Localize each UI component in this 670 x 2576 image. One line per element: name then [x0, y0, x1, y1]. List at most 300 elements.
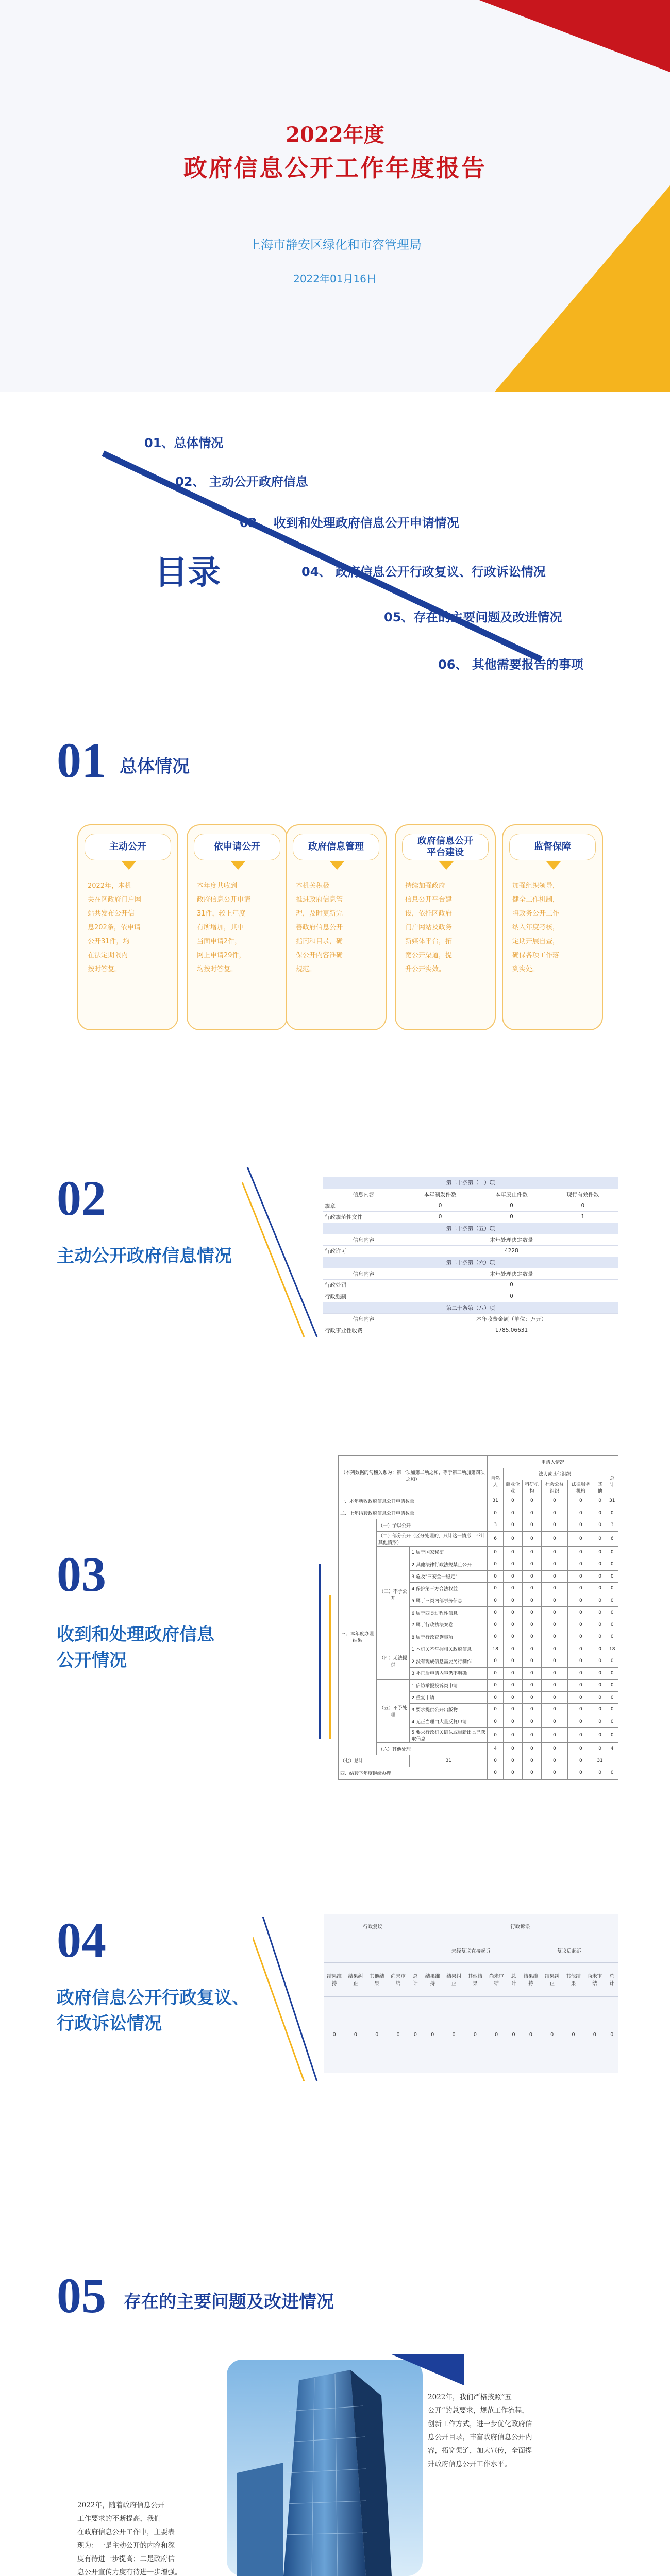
cell-value: 0 — [503, 1531, 522, 1546]
cell-value: 0 — [594, 1643, 606, 1655]
group-5: （五）不予处理 — [376, 1680, 409, 1743]
head-after: 复议后起诉 — [520, 1939, 618, 1962]
cell-value: 0 — [488, 1607, 504, 1619]
cell-value: 0 — [567, 1607, 594, 1619]
cell-value: 0 — [503, 1767, 522, 1780]
row-label: 2.其他法律行政法规禁止公开 — [410, 1558, 488, 1571]
cell-value: 0 — [606, 1680, 618, 1692]
cell-value: 0 — [503, 1728, 522, 1743]
cell-value: 0 — [606, 1507, 618, 1519]
cover-date: 2022年01月16日 — [293, 273, 377, 285]
cell-value: 0 — [541, 1680, 567, 1692]
card-platform — [395, 824, 496, 1030]
cell-value: 0 — [567, 1691, 594, 1704]
cell-value: 31 — [488, 1495, 504, 1507]
cell-value: 0 — [606, 1704, 618, 1716]
cell-value: 0 — [522, 1546, 541, 1558]
divider-blue — [247, 1167, 317, 1337]
cell-value: 0 — [594, 1546, 606, 1558]
cell-value: 0 — [488, 1755, 504, 1767]
cell-value: 0 — [324, 1996, 345, 2073]
cell-value: 0 — [503, 1570, 522, 1583]
col-total: 总计 — [606, 1468, 618, 1495]
table-band-row — [323, 1177, 618, 1189]
toc-item-3[interactable]: 03、 收到和处理政府信息公开申请情况 — [240, 516, 459, 530]
cell-value: 0 — [594, 1507, 606, 1519]
cell-value: 0 — [594, 1595, 606, 1607]
card-arrow-icon — [122, 861, 136, 870]
table-row — [339, 1767, 618, 1780]
cell-value: 0 — [541, 1643, 567, 1655]
cell-value: 0 — [567, 1619, 594, 1631]
cell-value: 0 — [522, 1643, 541, 1655]
cell-value: 0 — [522, 1755, 541, 1767]
cell-value: 6 — [488, 1531, 504, 1546]
card-supervision — [502, 824, 603, 1030]
tower-left — [237, 2463, 283, 2576]
toc-title: 目录 — [155, 553, 221, 592]
cell-value: 0 — [488, 1667, 504, 1680]
card-body: 本年度共收到 政府信息公开申请 31件，较上年度 有所增加，其中 当面申请2件， 网上申请29件， 均按时答复。 — [197, 882, 251, 973]
table-band-row: 第二十条第（六）项 — [323, 1257, 618, 1268]
row-label: 二、上年结转政府信息公开申请数量 — [339, 1507, 488, 1519]
card-head: 主动公开 — [85, 834, 171, 860]
card-arrow-icon — [330, 861, 344, 870]
cell-value: 0 — [507, 1996, 520, 2073]
cell-value: 0 — [345, 1996, 366, 2073]
row-label: 6.属于四类过程性信息 — [410, 1607, 488, 1619]
column-row — [324, 1962, 618, 1996]
section-3-title-line2: 公开情况 — [57, 1650, 127, 1671]
table-head-row: 信息内容 本年处理决定数量 — [323, 1234, 618, 1245]
cell-value: 0 — [541, 1691, 567, 1704]
row-label: 4.无正当理由大量反复申请 — [410, 1716, 488, 1728]
cell-value: 0 — [563, 1996, 584, 2073]
section-4-title-line2: 行政诉讼情况 — [57, 2013, 162, 2034]
cell-value: 0 — [541, 1595, 567, 1607]
cell-value: 0 — [606, 1728, 618, 1743]
section-2-divider — [242, 1167, 320, 1337]
column-label: 总计 — [507, 1962, 520, 1996]
card-body: 2022年，本机 关在区政府门户网 站共发布公开信 息202条，依申请 公开31件，均 在法定期限内 按时答复。 — [88, 882, 142, 973]
cell-value: 0 — [594, 1728, 606, 1743]
toc-item-5[interactable]: 05、存在的主要问题及改进情况 — [384, 610, 562, 624]
cell-value: 0 — [541, 1755, 567, 1767]
section-4-divider — [253, 1917, 320, 2081]
table-row — [339, 1546, 618, 1558]
cell-value: 0 — [503, 1595, 522, 1607]
cell-value: 0 — [567, 1755, 594, 1767]
section-2-number: 02 — [57, 1171, 106, 1226]
cell-value: 0 — [606, 1595, 618, 1607]
row-label: 一、本年新收政府信息公开申请数量 — [339, 1495, 488, 1507]
cell-value: 0 — [567, 1495, 594, 1507]
cell-value: 0 — [522, 1704, 541, 1716]
cell-value: 0 — [567, 1743, 594, 1755]
cell-value: 0 — [606, 1583, 618, 1595]
value-row — [324, 1996, 618, 2073]
table-band-row: 第二十条第（八）项 — [323, 1302, 618, 1313]
row-label: （一）予以公开 — [376, 1519, 487, 1532]
cell-value: 0 — [522, 1691, 541, 1704]
column-label: 结果维持 — [422, 1962, 443, 1996]
cell-value: 0 — [541, 1704, 567, 1716]
active-disclosure-table — [323, 1177, 618, 1336]
cover-title: 政府信息公开工作年度报告 — [183, 154, 487, 182]
toc-item-6[interactable]: 06、 其他需要报告的事项 — [438, 657, 583, 672]
cell-value: 0 — [541, 1570, 567, 1583]
cell-value: 3 — [606, 1519, 618, 1532]
table-row — [339, 1507, 618, 1519]
cell-value: 0 — [541, 1631, 567, 1643]
cell-value: 0 — [488, 1728, 504, 1743]
cell-value: 18 — [606, 1643, 618, 1655]
row-label: 7.属于行政执法案卷 — [410, 1619, 488, 1631]
divider-yellow — [242, 1182, 304, 1337]
cell-value: 4 — [606, 1743, 618, 1755]
head-litigation: 行政诉讼 — [422, 1914, 618, 1939]
table-of-contents — [0, 392, 670, 701]
row-label: （六）其他处理 — [376, 1743, 487, 1755]
cell-value: 0 — [567, 1767, 594, 1780]
cell-value: 0 — [488, 1691, 504, 1704]
section-4-title-line1: 政府信息公开行政复议、 — [57, 1988, 249, 2008]
section-3-number: 03 — [57, 1547, 106, 1602]
cell-value: 0 — [488, 1507, 504, 1519]
cell-value: 0 — [520, 1996, 541, 2073]
cell-value: 6 — [606, 1531, 618, 1546]
cell-value: 0 — [503, 1716, 522, 1728]
card-info-management — [286, 824, 387, 1030]
cell-value: 31 — [606, 1495, 618, 1507]
cell-value: 0 — [503, 1631, 522, 1643]
cell-value: 0 — [606, 1716, 618, 1728]
cell-value: 0 — [503, 1680, 522, 1692]
cell-value: 0 — [541, 1507, 567, 1519]
row-label: （七）总计 — [339, 1755, 410, 1767]
column-label: 其他结果 — [366, 1962, 388, 1996]
cell-value: 0 — [488, 1680, 504, 1692]
section-5-number: 05 — [57, 2268, 106, 2323]
row-label: 1.属于国家秘密 — [410, 1546, 488, 1558]
column-label: 尚未审结 — [584, 1962, 605, 1996]
building-photo-1 — [227, 2360, 423, 2576]
cell-value: 0 — [606, 1631, 618, 1643]
cell-value: 0 — [503, 1691, 522, 1704]
card-application-disclosure — [187, 824, 288, 1030]
cell-value: 0 — [488, 1583, 504, 1595]
cell-value: 0 — [522, 1570, 541, 1583]
cell-value: 0 — [522, 1607, 541, 1619]
cell-value: 0 — [488, 1716, 504, 1728]
divider-blue — [263, 1917, 317, 2081]
table-corner: （本列数据的勾稽关系为：第一项加第二项之和，等于第三项加第四项之和） — [339, 1456, 488, 1495]
table-row — [339, 1680, 618, 1692]
cell-value: 0 — [567, 1631, 594, 1643]
cell-value: 0 — [606, 1667, 618, 1680]
section-2-title: 主动公开政府信息情况 — [57, 1246, 232, 1266]
cell-value: 0 — [594, 1519, 606, 1532]
review-litigation-table — [324, 1914, 618, 2073]
card-body: 加强组织领导， 健全工作机制， 将政务公开工作 纳入年度考核， 定期开展自查， 确保各项工作落 到实处。 — [512, 882, 560, 973]
cell-value: 0 — [388, 1996, 409, 2073]
cell-value: 0 — [503, 1667, 522, 1680]
cell-value: 0 — [522, 1583, 541, 1595]
cell-value: 3 — [488, 1519, 504, 1532]
cell-value: 0 — [584, 1996, 605, 2073]
row-label: 3.危及"三安全一稳定" — [410, 1570, 488, 1583]
cell-value: 0 — [594, 1558, 606, 1571]
cell-value: 0 — [503, 1558, 522, 1571]
row-label: 4.保护第三方合法权益 — [410, 1583, 488, 1595]
cell-value: 0 — [503, 1755, 522, 1767]
card-head: 政府信息管理 — [293, 834, 379, 860]
cell-value: 0 — [594, 1495, 606, 1507]
cell-value: 0 — [503, 1743, 522, 1755]
column-label: 尚未审结 — [486, 1962, 507, 1996]
cell-value: 0 — [541, 1519, 567, 1532]
cell-value: 0 — [422, 1996, 443, 2073]
table-row — [339, 1743, 618, 1755]
table-row — [339, 1495, 618, 1507]
cell-value: 0 — [541, 1546, 567, 1558]
cell-value: 0 — [606, 1546, 618, 1558]
toc-item-2[interactable]: 02、 主动公开政府信息 — [175, 474, 308, 489]
card-body: 本机关积极 推进政府信息管 理，及时更新完 善政府信息公开 指南和目录，确 保公开内容准确 规范。 — [296, 882, 343, 973]
table-row: 行政处罚 0 — [323, 1279, 618, 1291]
group-3: （三）不予公开 — [376, 1546, 409, 1643]
column-label: 结果维持 — [520, 1962, 541, 1996]
row-label: 2.重复申请 — [410, 1691, 488, 1704]
cell-value: 0 — [594, 1704, 606, 1716]
cell-value: 0 — [366, 1996, 388, 2073]
table-head: 申请人情况 — [488, 1456, 618, 1468]
card-arrow-icon — [439, 861, 454, 870]
cell-value: 0 — [567, 1716, 594, 1728]
cell-value: 0 — [594, 1583, 606, 1595]
band-cell: 第二十条第（一）项 — [323, 1177, 618, 1189]
column-label: 其他结果 — [464, 1962, 485, 1996]
s5-left-text: 2022年，随着政府信息公开 工作要求的不断提高，我们 在政府信息公开工作中，主要表 现为：一是主动公开的内容和深 度有待进一步提高；二是政府信 息公开宣传力度有待进一步增强。 — [77, 2501, 182, 2576]
row-label: 3.要求提供公开出版物 — [410, 1704, 488, 1716]
cell-value: 0 — [522, 1519, 541, 1532]
head-direct: 未经复议直接起诉 — [422, 1939, 521, 1962]
cell-value: 0 — [522, 1619, 541, 1631]
cell-value: 0 — [443, 1996, 464, 2073]
cell-value: 0 — [606, 1655, 618, 1668]
table-row: 行政许可 4228 — [323, 1245, 618, 1257]
table-row — [339, 1519, 618, 1532]
cell-value: 0 — [541, 1558, 567, 1571]
column-label: 结果维持 — [324, 1962, 345, 1996]
column-label: 总计 — [605, 1962, 618, 1996]
cell-value: 0 — [503, 1655, 522, 1668]
column-label: 结果纠正 — [345, 1962, 366, 1996]
cell-value: 0 — [522, 1743, 541, 1755]
cell-value: 0 — [606, 1607, 618, 1619]
cell-value: 0 — [503, 1643, 522, 1655]
cell-value: 0 — [541, 1583, 567, 1595]
cell-value: 0 — [541, 1607, 567, 1619]
table-row: 行政事业性收费 1785.06631 — [323, 1325, 618, 1336]
cell-value: 0 — [522, 1507, 541, 1519]
table-row: 行政强制 0 — [323, 1291, 618, 1302]
head-review: 行政复议 — [324, 1914, 422, 1939]
section-3-divider — [289, 1564, 338, 1739]
cell-value: 0 — [522, 1631, 541, 1643]
group-4: （四）无法提供 — [376, 1643, 409, 1680]
card-head: 依申请公开 — [194, 834, 280, 860]
cell-value: 0 — [541, 1767, 567, 1780]
toc-item-4[interactable]: 04、 政府信息公开行政复议、行政诉讼情况 — [301, 565, 546, 579]
cell-value: 0 — [594, 1667, 606, 1680]
cell-value: 0 — [486, 1996, 507, 2073]
section-5-title: 存在的主要问题及改进情况 — [124, 2292, 334, 2312]
cell-value: 0 — [594, 1691, 606, 1704]
table-head-row: 信息内容 本年处理决定数量 — [323, 1268, 618, 1279]
cell-value: 0 — [488, 1655, 504, 1668]
row-label: 3.补正后申请内容仍不明确 — [410, 1667, 488, 1680]
cover-yellow-triangle — [0, 0, 670, 392]
section-1-title: 总体情况 — [120, 756, 190, 777]
cell-value: 0 — [594, 1655, 606, 1668]
cell-value: 0 — [567, 1680, 594, 1692]
cell-value: 0 — [522, 1767, 541, 1780]
cell-value: 0 — [567, 1655, 594, 1668]
column-label: 尚未审结 — [388, 1962, 409, 1996]
cell-value: 0 — [503, 1519, 522, 1532]
cell-value: 0 — [409, 1996, 422, 2073]
cell-value: 0 — [488, 1704, 504, 1716]
cell-value: 0 — [488, 1595, 504, 1607]
cell-value: 0 — [541, 1743, 567, 1755]
col-legal: 法人或其他组织 — [503, 1468, 606, 1480]
cell-value: 0 — [594, 1743, 606, 1755]
accent-triangle — [392, 2354, 464, 2385]
cell-value: 0 — [541, 1716, 567, 1728]
cell-value: 0 — [488, 1631, 504, 1643]
card-arrow-icon — [546, 861, 561, 870]
toc-item-1[interactable]: 01、总体情况 — [144, 436, 224, 450]
column-label: 总计 — [409, 1962, 422, 1996]
row-label: 四、结转下年度继续办理 — [339, 1767, 488, 1780]
cell-value: 4 — [488, 1743, 504, 1755]
cell-value: 0 — [503, 1546, 522, 1558]
cell-value: 0 — [522, 1655, 541, 1668]
cover-year: 2022年度 — [286, 123, 384, 147]
cell-value: 0 — [488, 1558, 504, 1571]
cell-value: 0 — [488, 1570, 504, 1583]
cell-value: 0 — [541, 1655, 567, 1668]
cell-value: 0 — [522, 1495, 541, 1507]
row-label: 1.本机关不掌握相关政府信息 — [410, 1643, 488, 1655]
cell-value: 0 — [542, 1996, 563, 2073]
cell-value: 0 — [522, 1667, 541, 1680]
card-head: 政府信息公开 平台建设 — [402, 834, 489, 860]
card-body: 持续加强政府 信息公开平台建 设，依托区政府 门户网站及政务 新媒体平台，拓 宽公开渠道，提 升公开实效。 — [405, 882, 453, 973]
photo-corner-accent — [392, 2354, 464, 2385]
cell-value: 0 — [541, 1495, 567, 1507]
cell-value: 0 — [541, 1619, 567, 1631]
cell-value: 0 — [522, 1680, 541, 1692]
cover-org: 上海市静安区绿化和市容管理局 — [248, 238, 422, 252]
cell-value: 0 — [541, 1667, 567, 1680]
cell-value: 0 — [606, 1767, 618, 1780]
col-natural: 自然人 — [488, 1468, 504, 1495]
cell-value: 0 — [567, 1546, 594, 1558]
cell-value: 31 — [594, 1755, 606, 1767]
column-label: 其他结果 — [563, 1962, 584, 1996]
table-row — [339, 1755, 618, 1767]
cell-value: 0 — [503, 1583, 522, 1595]
table-row — [339, 1643, 618, 1655]
cell-value: 0 — [488, 1546, 504, 1558]
s5-right-text: 2022年，我们严格按照“五 公开”的总要求，规范工作流程， 创新工作方式，进一步优化政府信 息公开目录，丰富政府信息公开内 容，拓宽渠道，加大宣传，全面提 升政府信息公开工作水平。 — [428, 2393, 532, 2468]
cell-value: 0 — [488, 1767, 504, 1780]
cell-value: 0 — [567, 1643, 594, 1655]
cell-value: 0 — [503, 1607, 522, 1619]
cell-value: 0 — [567, 1570, 594, 1583]
cell-value: 18 — [488, 1643, 504, 1655]
table-row: 规章 0 0 0 — [323, 1200, 618, 1211]
cell-value: 0 — [567, 1704, 594, 1716]
cell-value: 0 — [541, 1728, 567, 1743]
card-arrow-icon — [231, 861, 245, 870]
card-active-disclosure — [77, 824, 178, 1030]
cell-value: 0 — [522, 1728, 541, 1743]
cell-value: 0 — [522, 1531, 541, 1546]
cell-value: 0 — [606, 1619, 618, 1631]
table-band-row: 第二十条第（五）项 — [323, 1223, 618, 1234]
cell-value: 0 — [567, 1667, 594, 1680]
cell-value: 0 — [464, 1996, 485, 2073]
row-label: 5.要求行政机关确认或重新出具已获取信息 — [410, 1728, 488, 1743]
section-3-title-line1: 收到和处理政府信息 — [57, 1624, 214, 1645]
row-label: 8.属于行政查询事项 — [410, 1631, 488, 1643]
cell-value: 0 — [606, 1691, 618, 1704]
cell-value: 0 — [488, 1619, 504, 1631]
group-main: 三、本年度办理结果 — [339, 1519, 377, 1755]
divider-yellow — [253, 1937, 304, 2081]
card-head: 监督保障 — [509, 834, 596, 860]
cell-value: 0 — [567, 1728, 594, 1743]
cell-value: 0 — [594, 1619, 606, 1631]
cell-value: 0 — [503, 1704, 522, 1716]
section-4-number: 04 — [57, 1912, 106, 1968]
cell-value: 0 — [567, 1595, 594, 1607]
section-1-number: 01 — [57, 733, 106, 788]
cell-value: 0 — [541, 1531, 567, 1546]
cell-value: 0 — [594, 1531, 606, 1546]
table-row — [339, 1531, 618, 1546]
row-label: 2.没有现成信息需要另行制作 — [410, 1655, 488, 1668]
cell-value: 0 — [594, 1680, 606, 1692]
cell-value: 0 — [605, 1996, 618, 2073]
cell-value: 0 — [567, 1507, 594, 1519]
table-head-row: 信息内容 本年收费金额（单位：万元） — [323, 1313, 618, 1325]
cell-value: 0 — [594, 1570, 606, 1583]
cell-value: 0 — [567, 1558, 594, 1571]
applications-table: （本列数据的勾稽关系为：第一项加第二项之和，等于第三项加第四项之和） 申请人情况 自然人 法人或其他组织 总计 商业企业 科研机构 社会公益组织 法律服务机构 其他 一、本年新收政府信息公开申请数量 31 0 0 0 0 0 31 二、上年结转政府信息公开申请数量 0 0 0 0 0 0 0 三、本年度办理结果 （一）予以公开 3 0 0 0 0 0 3 （二）部分公开（区分处理的，只计这一情形，不计其他情形） 6 0 0 0 0 0 6 （三）不予公开 1.属于国家秘密 0 0 0 0 0 0 0 2.其他法律行政法规禁止公开 0 0 0 0 0 0 0 3.危及"三安全一稳定" 0 0 0 0 0 0 0 4.保护第三方合法权益 0 0 0 0 0 0 0 5.属于三类内部事务信息 0 0 0 0 0 0 0 6.属于四类过程性信息 0 0 0 0 0 0 0 7.属于行政执法案卷 0 0 0 0 0 0 0 8.属于行政查询事项 0 0 0 0 0 0 0 （四）无法提供 1.本机关不掌握相关政府信息 18 0 0 0 0 0 18 2.没有现成信息需要另行制作 0 0 0 0 0 0 0 3.补正后申请内容仍不明确 0 0 0 0 0 0 0 （五）不予处理 1.信访举报投诉类申请 0 0 0 0 0 0 0 2.重复申请 0 0 0 0 0 0 0 3.要求提供公开出版物 0 0 0 0 0 0 0 4.无正当理由大量反复申请 0 0 0 0 0 0 0 5.要求行政机关确认或重新出具已获取信息 0 0 0 0 0 0 0 （六）其他处理 4 0 0 0 0 0 4 （七）总计 31 0 0 0 0 0 31 四、结转下年度继续办理 0 0 0 0 0 0 0 — [338, 1455, 618, 1780]
row-label: （二）部分公开（区分处理的，只计这一情形，不计其他情形） — [376, 1531, 487, 1546]
row-label: 1.信访举报投诉类申请 — [410, 1680, 488, 1692]
cell-value: 0 — [503, 1507, 522, 1519]
row-label: 5.属于三类内部事务信息 — [410, 1595, 488, 1607]
cell-value: 0 — [567, 1531, 594, 1546]
cell-value: 0 — [503, 1495, 522, 1507]
cell-value: 31 — [410, 1755, 488, 1767]
column-label: 结果纠正 — [443, 1962, 464, 1996]
